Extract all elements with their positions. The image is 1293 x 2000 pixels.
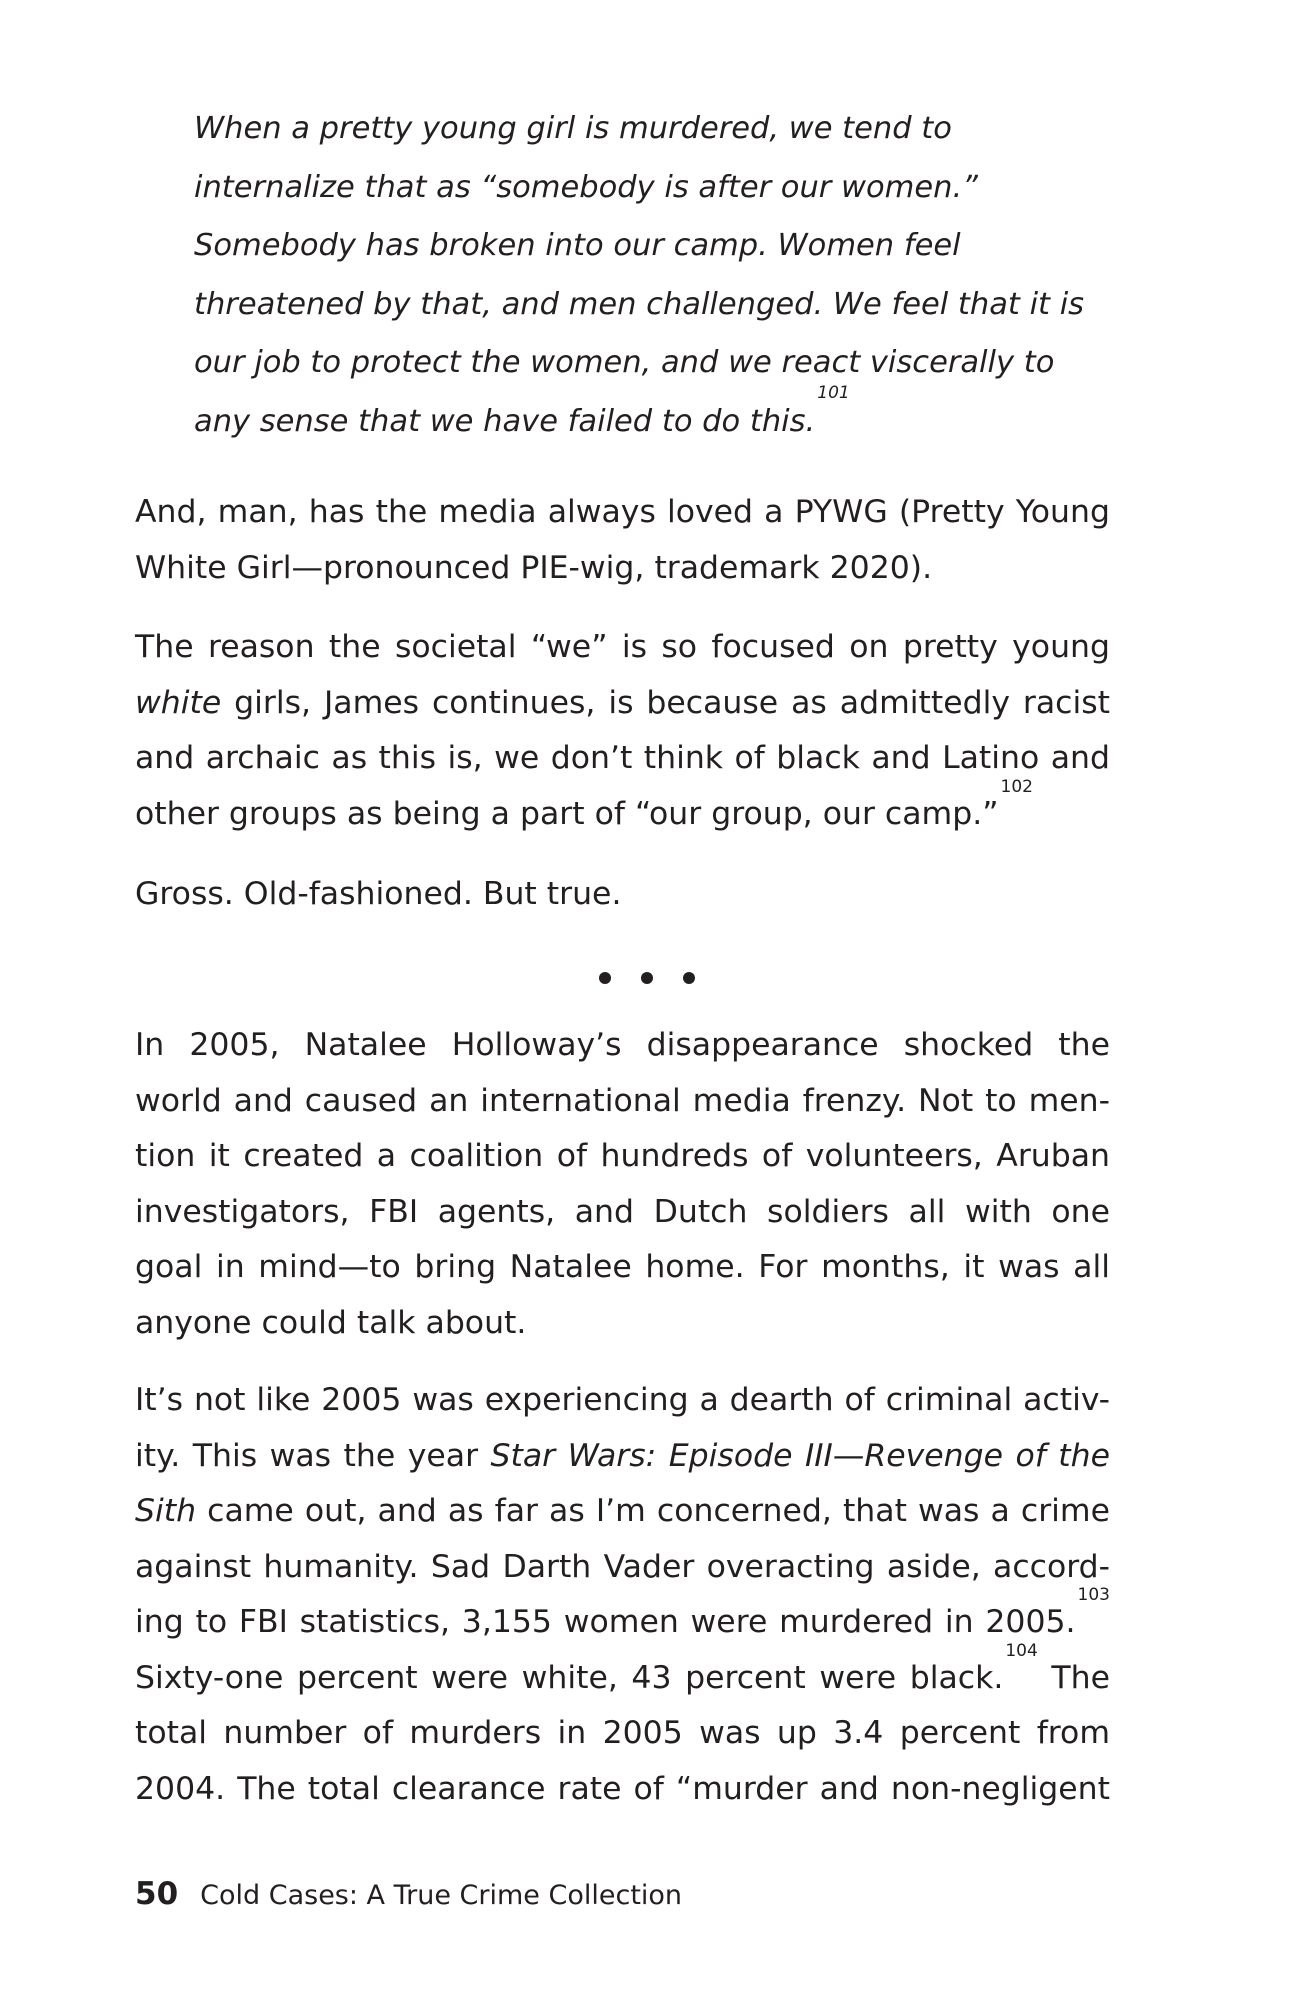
paragraph-text: Gross. Old-fashioned. But true.: [135, 876, 622, 912]
paragraph-text: It’s not like 2005 was experiencing a dearth of criminal activ-ity. This was the year: [135, 1382, 1110, 1474]
section-break-dot: [599, 972, 611, 984]
paragraph-2005-crime: [135, 1373, 1110, 1817]
page-number: 50: [135, 1876, 179, 1912]
paragraph-pywg: [135, 485, 1110, 596]
paragraph-text: In 2005, Natalee Holloway’s disappearance shocked the world and caused an international media frenzy. Not to men-tion it created a coalition of hundreds of volunteers, Aruban investigators, FBI agents, and Dutch soldiers all with one goal in mind—to bring Natalee home. For months, it was all anyone could talk about.: [135, 1027, 1110, 1341]
paragraph-text: And, man, has the media always loved a PYWG (Pretty Young White Girl—pronounced PIE-wig, trademark 2020).: [135, 494, 1110, 586]
italic-title: Star Wars: Episode III—Revenge of the Sith: [135, 1437, 1110, 1529]
footnote-ref-102: 102: [1000, 776, 1033, 797]
block-quote-text: When a pretty young girl is murdered, we tend to internalize that as “somebody is after our women.” Somebody has broken into our camp. Women feel threatened by that, and men challenged. We feel that it is our job to protect the women, and we react viscerally to any sense that we have failed to do this.: [194, 111, 1085, 439]
paragraph-text: girls, James continues, is because as admittedly racist and archaic as this is, we don’t think of black and Latino and other groups as being a part of “our group, our camp.”: [135, 684, 1110, 832]
paragraph-text: The reason the societal “we” is so focused on pretty young: [135, 629, 1110, 665]
paragraph-societal-we: [135, 620, 1110, 842]
paragraph-natalee: [135, 1018, 1110, 1351]
book-title: Cold Cases: A True Crime Collection: [200, 1880, 683, 1911]
section-break: [0, 968, 1293, 988]
section-break-dot: [641, 972, 653, 984]
paragraph-text: came out, and as far as I’m concerned, that was a crime against humanity. Sad Darth Vader overacting aside, accord-ing to FBI statistics, 3,155 women were murdered in 2005.: [135, 1493, 1110, 1640]
footnote-ref-103: 103: [1077, 1585, 1110, 1605]
page-footer: [135, 1876, 682, 1912]
section-break-dot: [683, 972, 695, 984]
block-quote: [194, 100, 1094, 452]
paragraph-text: Sixty-one percent were white, 43 percent were black.: [135, 1659, 1004, 1696]
paragraph-gross: [135, 867, 1110, 923]
footnote-ref-101: 101: [817, 382, 850, 403]
italic-word: white: [135, 684, 222, 721]
paragraph-text: The total number of murders in 2005 was up 3.4 percent from 2004. The total clearance rate of “murder and non-negligent: [135, 1659, 1110, 1807]
footnote-ref-104: 104: [1005, 1640, 1038, 1661]
